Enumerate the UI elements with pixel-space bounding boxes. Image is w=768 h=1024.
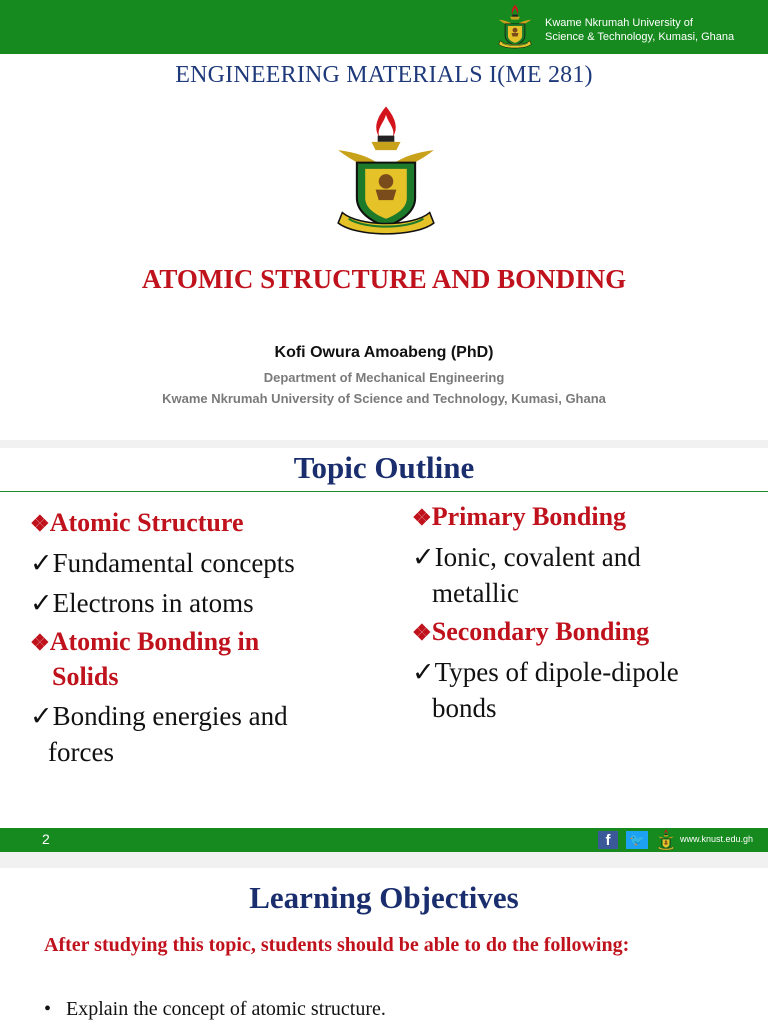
outline-item-text: Fundamental concepts — [52, 548, 295, 578]
outline-heading-text: Primary Bonding — [431, 502, 627, 531]
university-name-line1: Kwame Nkrumah University of — [545, 17, 693, 29]
university-name-line2: Science & Technology, Kumasi, Ghana — [545, 31, 735, 43]
outline-item-continuation: bonds — [432, 693, 497, 723]
page-number: 2 — [42, 831, 50, 847]
outline-item-text: Types of dipole-dipole — [434, 657, 679, 687]
checkmark-icon: ✓ — [412, 657, 435, 687]
outline-heading — [30, 625, 390, 660]
outline-heading — [412, 500, 752, 535]
knust-crest-icon — [656, 829, 676, 851]
outline-item-text: Ionic, covalent and — [434, 542, 641, 572]
diamond-bullet-icon: ❖ — [30, 630, 50, 655]
outline-heading-text: Secondary Bonding — [431, 617, 650, 646]
outline-item-continuation: forces — [48, 737, 114, 767]
diamond-bullet-icon: ❖ — [412, 620, 432, 645]
twitter-icon[interactable]: 🐦 — [626, 831, 648, 849]
outline-item-text: Electrons in atoms — [52, 588, 254, 618]
course-title: ENGINEERING MATERIALS I(ME 281) — [175, 62, 593, 88]
checkmark-icon: ✓ — [412, 542, 435, 572]
page-separator — [0, 440, 768, 448]
outline-heading-text: Atomic Bonding in — [49, 627, 260, 656]
topic-outline-slide — [0, 448, 768, 852]
author-name: Kofi Owura Amoabeng (PhD) — [274, 344, 494, 361]
slide-footer — [0, 828, 768, 852]
page-separator — [0, 852, 768, 868]
department-name: Department of Mechanical Engineering — [263, 370, 505, 385]
bullet-icon: • — [44, 998, 52, 1020]
outline-left-column — [30, 506, 390, 770]
knust-crest-icon — [334, 104, 438, 240]
institution-name: Kwame Nkrumah University of Science and Technology, Kumasi, Ghana — [162, 391, 606, 406]
top-banner — [0, 0, 768, 54]
slide-title: Learning Objectives — [249, 880, 519, 915]
slide-title: Topic Outline — [293, 450, 475, 485]
title-divider — [0, 491, 768, 492]
outline-heading-text: Atomic Structure — [49, 508, 244, 537]
knust-crest-icon — [490, 4, 540, 50]
title-slide — [0, 0, 768, 440]
checkmark-icon: ✓ — [30, 588, 53, 618]
learning-objectives-slide — [0, 868, 768, 1024]
outline-right-column — [412, 500, 752, 726]
outline-item — [412, 539, 752, 575]
objectives-intro: After studying this topic, students should be able to do the following: — [44, 934, 630, 956]
diamond-bullet-icon: ❖ — [412, 505, 432, 530]
checkmark-icon: ✓ — [30, 548, 53, 578]
checkmark-icon: ✓ — [30, 701, 53, 731]
outline-heading — [412, 615, 752, 650]
outline-item — [30, 698, 390, 734]
objective-item — [44, 996, 744, 1022]
outline-item-text: Bonding energies and — [52, 701, 288, 731]
outline-item — [30, 585, 390, 621]
outline-item — [412, 654, 752, 690]
facebook-icon[interactable]: f — [598, 831, 618, 849]
outline-item-continuation: metallic — [432, 578, 519, 608]
outline-item — [30, 545, 390, 581]
diamond-bullet-icon: ❖ — [30, 511, 50, 536]
website-link[interactable]: www.knust.edu.gh — [680, 834, 754, 844]
outline-heading — [30, 506, 390, 541]
outline-heading-continuation: Solids — [52, 662, 119, 691]
slide-main-title: ATOMIC STRUCTURE AND BONDING — [141, 264, 627, 294]
university-name — [545, 16, 734, 44]
objective-text: Explain the concept of atomic structure. — [66, 998, 386, 1020]
